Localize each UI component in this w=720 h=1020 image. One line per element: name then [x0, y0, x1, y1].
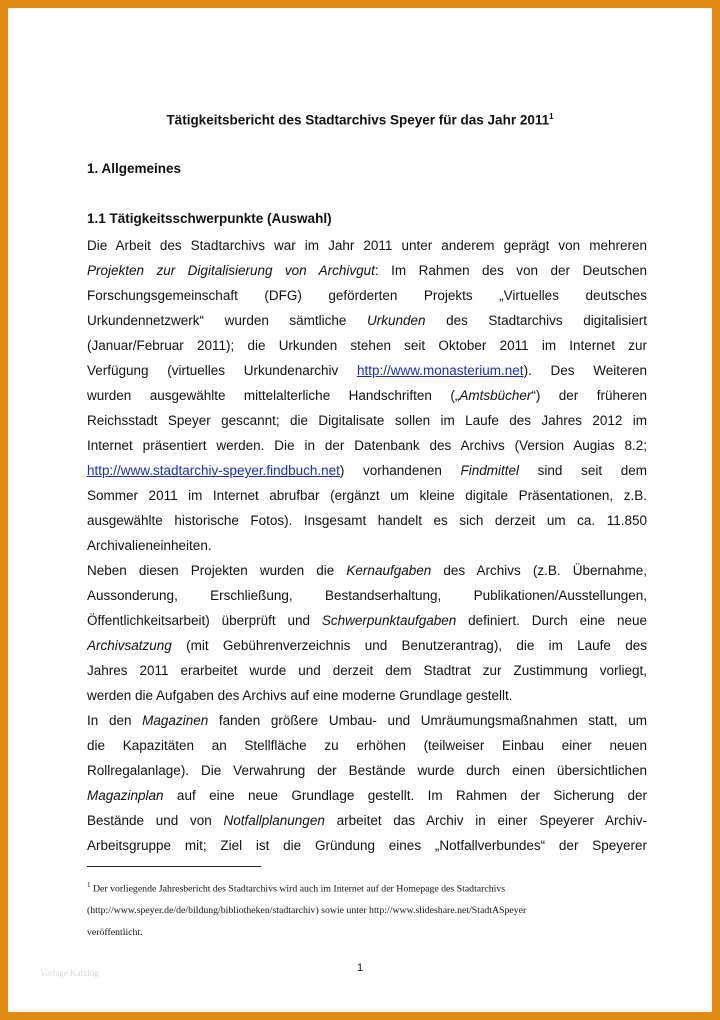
body-line: Aussonderung, Erschließung, Bestandserhaltung, Publikationen/Ausstellungen, [87, 588, 647, 603]
body-line: Öffentlichkeitsarbeit) überprüft und Schwerpunktaufgaben definiert. Durch eine neue [87, 613, 647, 628]
body-line: (Januar/Februar 2011); die Urkunden stehen seit Oktober 2011 im Internet zur [87, 338, 647, 353]
body-line: Neben diesen Projekten wurden die Kernaufgaben des Archivs (z.B. Übernahme, [87, 563, 647, 578]
body-line: ausgewählte historische Fotos). Insgesamt handelt es sich derzeit um ca. 11.850 [87, 513, 647, 528]
title-text: Tätigkeitsbericht des Stadtarchivs Speyer für das Jahr 2011 [166, 112, 550, 128]
body-line: Arbeitsgruppe mit; Ziel ist die Gründung eines „Notfallverbundes“ der Speyerer [87, 838, 647, 853]
body-line: Bestände und von Notfallplanungen arbeitet das Archiv in einer Speyerer Archiv- [87, 813, 647, 828]
footnote-mark: 1 [87, 881, 91, 889]
body-line: Reichsstadt Speyer gescannt; die Digitalisate sollen im Laufe des Jahres 2012 im [87, 413, 647, 428]
body-line: die Kapazitäten an Stellfläche zu erhöhen (teilweiser Einbau einer neuen [87, 738, 647, 753]
body-line: Urkundennetzwerk“ wurden sämtliche Urkunden des Stadtarchivs digitalisiert [87, 313, 647, 328]
footnote-line: veröffentlicht. [87, 927, 143, 939]
body-line: Projekten zur Digitalisierung von Archivgut: Im Rahmen des von der Deutschen [87, 263, 647, 278]
body-line: Internet präsentiert werden. Die in der Datenbank des Archivs (Version Augias 8.2; [87, 438, 647, 453]
page-number: 1 [356, 962, 364, 974]
body-line: Jahres 2011 erarbeitet wurde und derzeit dem Stadtrat zur Zustimmung vorliegt, [87, 663, 647, 678]
footnote-line: $^1$ Der vorliegende Jahresbericht des Stadtarchivs wird auch im Internet auf der Homepage des Stadtarchivs [87, 881, 506, 895]
body-text [87, 233, 647, 858]
body-line: Magazinplan auf eine neue Grundlage gestellt. Im Rahmen der Sicherung der [87, 788, 647, 803]
watermark: Vorlage Katalog [40, 968, 99, 978]
heading-allgemeines: 1. Allgemeines [87, 161, 182, 176]
body-line: Forschungsgemeinschaft (DFG) geförderten Projekts „Virtuelles deutsches [87, 288, 647, 303]
footnote-line: (http://www.speyer.de/de/bildung/bibliotheken/stadtarchiv) sowie unter http://www.slideshare.net/StadtASpeyer [87, 905, 527, 917]
body-line: Archivsatzung (mit Gebührenverzeichnis und Benutzerantrag), die im Laufe des [87, 638, 647, 653]
body-line: werden die Aufgaben des Archivs auf eine moderne Grundlage gestellt. [87, 688, 513, 703]
body-line: Rollregalanlage). Die Verwahrung der Bestände wurde durch einen übersichtlichen [87, 763, 647, 778]
body-line: http://www.stadtarchiv-speyer.findbuch.net) vorhandenen Findmittel sind seit dem [87, 463, 647, 478]
body-line: Die Arbeit des Stadtarchivs war im Jahr 2011 unter anderem geprägt von mehreren [87, 238, 647, 253]
body-line: Verfügung (virtuelles Urkundenarchiv http://www.monasterium.net). Des Weiteren [87, 363, 647, 378]
document-title [8, 112, 712, 128]
footnote [87, 874, 647, 944]
body-line: Archivalieneinheiten. [87, 538, 212, 553]
footnote-divider [87, 866, 261, 867]
body-line: wurden ausgewählte mittelalterliche Handschriften („Amtsbücher“) der früheren [87, 388, 647, 403]
heading-taetigkeitsschwerpunkte: 1.1 Tätigkeitsschwerpunkte (Auswahl) [87, 211, 332, 226]
body-line: In den Magazinen fanden größere Umbau- und Umräumungsmaßnahmen statt, um [87, 713, 647, 728]
title-footnote-mark: 1 [549, 112, 554, 121]
body-line: Sommer 2011 im Internet abrufbar (ergänzt um kleine digitale Präsentationen, z.B. [87, 488, 647, 503]
findbuch-link[interactable]: http://www.stadtarchiv-speyer.findbuch.net [87, 463, 340, 478]
monasterium-link[interactable]: http://www.monasterium.net [356, 363, 524, 378]
document-page [8, 8, 712, 1012]
